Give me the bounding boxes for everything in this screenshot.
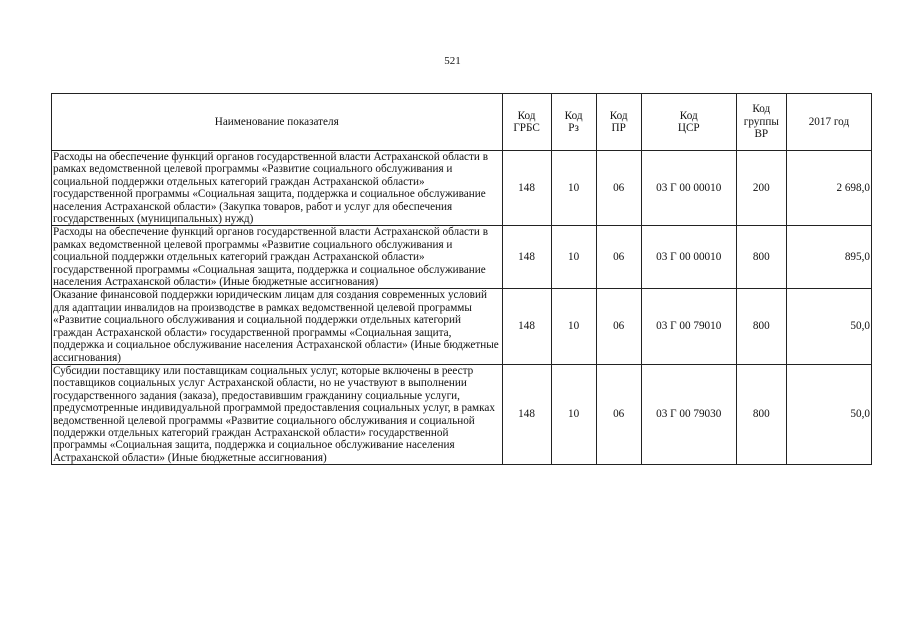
row-grbs: 148	[502, 364, 551, 464]
row-rz: 10	[551, 289, 596, 364]
header-vr	[736, 94, 786, 151]
row-csr: 03 Г 00 00010	[641, 226, 736, 289]
row-csr: 03 Г 00 00010	[641, 151, 736, 226]
header-grbs-line: Код	[517, 109, 536, 122]
row-vr: 800	[736, 226, 786, 289]
header-year: 2017 год	[786, 94, 871, 151]
row-vr: 800	[736, 289, 786, 364]
row-pr: 06	[596, 151, 641, 226]
table-row	[52, 151, 872, 226]
header-rz	[551, 94, 596, 151]
row-name: Субсидии поставщику или поставщикам социальных услуг, которые включены в реестр поставщиков социальных услуг Астраханской области, но не участвуют в выполнении государственного задания (заказа), предоставившим гражданину социальные услуги, предусмотренные индивидуальной программой предоставления социальных услуг, в рамках ведомственной целевой программы «Развитие социального обслуживания и социальной поддержки отдельных категорий граждан Астраханской области» государственной программы «Социальная защита, поддержка и социальное обслуживание населения Астраханской области» (Иные бюджетные ассигнования)	[52, 364, 503, 464]
row-rz: 10	[551, 151, 596, 226]
row-grbs: 148	[502, 289, 551, 364]
row-amount: 2 698,0	[786, 151, 871, 226]
header-pr	[596, 94, 641, 151]
budget-table	[51, 93, 872, 465]
page-number: 521	[444, 55, 461, 67]
row-amount: 895,0	[786, 226, 871, 289]
row-pr: 06	[596, 226, 641, 289]
header-vr-line: группы	[743, 115, 779, 128]
header-vr-line: Код	[752, 103, 771, 116]
header-grbs	[502, 94, 551, 151]
row-pr: 06	[596, 289, 641, 364]
header-vr-line: ВР	[754, 128, 769, 141]
table-row	[52, 226, 872, 289]
header-csr-line: ЦСР	[677, 122, 700, 134]
row-csr: 03 Г 00 79010	[641, 289, 736, 364]
row-name: Оказание финансовой поддержки юридическим лицам для создания современных условий для адаптации инвалидов на производстве в рамках ведомственной целевой программы «Развитие социального обслуживания и социальной поддержки отдельных категорий граждан Астраханской области» государственной программы «Социальная защита, поддержка и социальное обслуживание населения Астраханской области» (Иные бюджетные ассигнования)	[52, 289, 503, 364]
row-grbs: 148	[502, 226, 551, 289]
row-vr: 800	[736, 364, 786, 464]
row-rz: 10	[551, 364, 596, 464]
row-rz: 10	[551, 226, 596, 289]
header-csr	[641, 94, 736, 151]
table-row	[52, 289, 872, 364]
row-grbs: 148	[502, 151, 551, 226]
header-rz-line: Рз	[568, 122, 579, 134]
header-pr-line: ПР	[611, 122, 626, 134]
table-row	[52, 364, 872, 464]
header-csr-line: Код	[679, 109, 698, 122]
header-pr-line: Код	[609, 109, 628, 122]
header-grbs-line: ГРБС	[513, 122, 540, 134]
row-vr: 200	[736, 151, 786, 226]
row-amount: 50,0	[786, 289, 871, 364]
row-csr: 03 Г 00 79030	[641, 364, 736, 464]
row-amount: 50,0	[786, 364, 871, 464]
table-header-row	[52, 94, 872, 151]
header-name: Наименование показателя	[52, 94, 503, 151]
header-rz-line: Код	[564, 109, 583, 122]
row-pr: 06	[596, 364, 641, 464]
row-name: Расходы на обеспечение функций органов государственной власти Астраханской области в рамках ведомственной целевой программы «Развитие социального обслуживания и социальной поддержки отдельных категорий граждан Астраханской области» государственной программы «Социальная защита, поддержка и социальное обслуживание населения Астраханской области» (Закупка товаров, работ и услуг для обеспечения государственных (муниципальных) нужд)	[52, 151, 503, 226]
row-name: Расходы на обеспечение функций органов государственной власти Астраханской области в рамках ведомственной целевой программы «Развитие социального обслуживания и социальной поддержки отдельных категорий граждан Астраханской области» государственной программы «Социальная защита, поддержка и социальное обслуживание населения Астраханской области» (Иные бюджетные ассигнования)	[52, 226, 503, 289]
